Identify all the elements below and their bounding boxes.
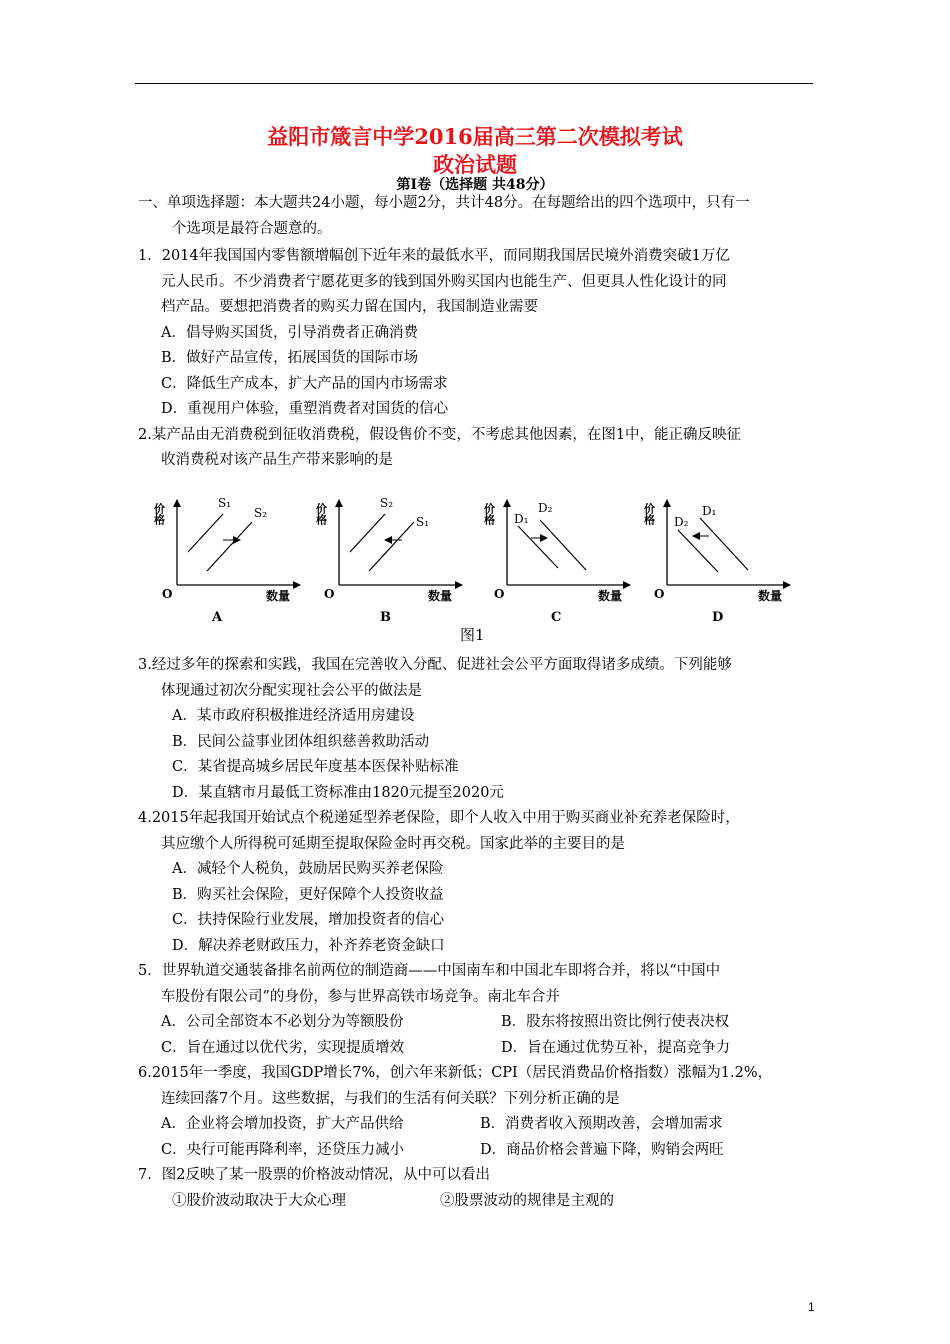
- curve-right-label: D₂: [538, 501, 553, 515]
- question-1-option-a: A．倡导购买国货，引导消费者正确消费: [161, 325, 418, 341]
- curve-left: [188, 514, 223, 552]
- curve-right-label: S₂: [254, 506, 268, 520]
- question-7-option-2: ②股票波动的规律是主观的: [440, 1193, 614, 1209]
- panel-label: A: [212, 610, 223, 625]
- curve-right-label: S₁: [416, 515, 430, 529]
- curve-right: [700, 518, 748, 570]
- curve-left-label: D₂: [674, 515, 689, 529]
- question-6-option-c: C．央行可能再降利率，还贷压力减小: [161, 1142, 405, 1158]
- origin-label: O: [162, 587, 173, 601]
- curve-right: [369, 522, 414, 571]
- question-4-option-c: C．扶持保险行业发展，增加投资者的信心: [172, 912, 445, 928]
- question-5-option-d: D．旨在通过优势互补，提高竞争力: [501, 1040, 731, 1056]
- instructions-line: 一、单项选择题：本大题共24小题，每小题2分，共计48分。在每题给出的四个选项中，只有一: [138, 195, 750, 211]
- figure-panel-c: [483, 500, 631, 625]
- panel-label: D: [712, 610, 724, 625]
- exam-title: 益阳市箴言中学2016届高三第二次模拟考试: [267, 124, 683, 149]
- question-2-stem: 2.某产品由无消费税到征收消费税，假设售价不变，不考虑其他因素，在图1中，能正确反映征: [138, 427, 742, 443]
- exam-subtitle: 政治试题: [433, 152, 517, 177]
- y-axis-label: 价格: [482, 503, 496, 525]
- question-1-stem: 档产品。要想把消费者的购买力留在国内，我国制造业需要: [161, 299, 538, 315]
- x-axis-label: 数量: [428, 589, 453, 603]
- curve-right: [207, 522, 252, 571]
- instructions-line: 个选项是最符合题意的。: [172, 221, 332, 237]
- question-5-stem: 车股份有限公司”的身份，参与世界高铁市场竞争。南北车合并: [161, 989, 560, 1005]
- question-3-option-d: D．某直辖市月最低工资标准由1820元提至2020元: [172, 785, 504, 801]
- figure-panel-b: [315, 496, 463, 625]
- curve-left-label: S₁: [218, 496, 232, 510]
- y-axis-label: 价格: [642, 503, 656, 525]
- question-6-stem: 连续回落7个月。这些数据，与我们的生活有何关联？下列分析正确的是: [161, 1091, 620, 1107]
- question-5-option-b: B．股东将按照出资比例行使表决权: [501, 1014, 730, 1030]
- curve-right: [540, 520, 586, 570]
- question-6-option-a: A．企业将会增加投资，扩大产品供给: [161, 1116, 404, 1132]
- y-axis-label: 价格: [152, 503, 166, 525]
- header-rule: [135, 83, 813, 84]
- curve-left: [350, 514, 385, 552]
- question-1-option-b: B．做好产品宣传，拓展国货的国际市场: [161, 350, 419, 366]
- question-5-option-c: C．旨在通过以优代劣，实现提质增效: [161, 1040, 405, 1056]
- figure-caption: 图1: [460, 626, 485, 644]
- question-3-option-b: B．民间公益事业团体组织慈善救助活动: [172, 734, 430, 750]
- y-axis-label: 价格: [314, 503, 328, 525]
- x-axis-label: 数量: [266, 589, 291, 603]
- panel-label: B: [380, 610, 391, 625]
- question-1-option-d: D．重视用户体验，重塑消费者对国货的信心: [161, 401, 449, 417]
- curve-right-label: D₁: [702, 504, 717, 518]
- question-5-option-a: A．公司全部资本不必划分为等额股份: [161, 1014, 404, 1030]
- curve-left-label: D₁: [514, 512, 529, 526]
- figure-panel-a: [153, 496, 301, 625]
- x-axis-label: 数量: [758, 589, 783, 603]
- question-3-option-c: C．某省提高城乡居民年度基本医保补贴标准: [172, 759, 459, 775]
- x-axis-label: 数量: [598, 589, 623, 603]
- question-4-option-b: B．购买社会保险，更好保障个人投资收益: [172, 887, 444, 903]
- page-number: 1: [808, 1300, 815, 1314]
- question-6-option-b: B．消费者收入预期改善，会增加需求: [480, 1116, 723, 1132]
- question-1-stem: 元人民币。不少消费者宁愿花更多的钱到国外购买国内也能生产、但更具人性化设计的同: [161, 274, 727, 290]
- question-4-stem: 其应缴个人所得税可延期至提取保险金时再交税。国家此举的主要目的是: [161, 836, 625, 852]
- question-7-stem: 7．图2反映了某一股票的价格波动情况，从中可以看出: [138, 1167, 490, 1183]
- question-5-stem: 5．世界轨道交通装备排名前两位的制造商——中国南车和中国北车即将合并，将以“中国中: [138, 963, 721, 979]
- figure-panel-d: [643, 500, 791, 625]
- question-6-stem: 6.2015年一季度，我国GDP增长7%，创六年来新低；CPI（居民消费品价格指数）涨幅为1.2%，: [138, 1065, 773, 1081]
- origin-label: O: [654, 587, 665, 601]
- question-6-option-d: D．商品价格会普遍下降，购销会两旺: [480, 1142, 724, 1158]
- question-3-option-a: A．某市政府积极推进经济适用房建设: [172, 708, 415, 724]
- curve-left-label: S₂: [380, 496, 394, 510]
- question-4-option-a: A．减轻个人税负，鼓励居民购买养老保险: [172, 861, 444, 877]
- question-1-option-c: C．降低生产成本，扩大产品的国内市场需求: [161, 376, 448, 392]
- panel-label: C: [551, 610, 562, 625]
- question-4-stem: 4.2015年起我国开始试点个税递延型养老保险，即个人收入中用于购买商业补充养老保险时，: [138, 810, 740, 826]
- question-4-option-d: D．解决养老财政压力，补齐养老资金缺口: [172, 938, 445, 954]
- question-1-stem: 1．2014年我国国内零售额增幅创下近年来的最低水平，而同期我国居民境外消费突破1万亿: [138, 248, 730, 264]
- origin-label: O: [494, 587, 505, 601]
- question-2-stem: 收消费税对该产品生产带来影响的是: [161, 452, 393, 468]
- figure-1: [150, 490, 810, 630]
- origin-label: O: [324, 587, 335, 601]
- section-heading: 第Ⅰ卷（选择题 共48分）: [396, 177, 554, 193]
- question-3-stem: 体现通过初次分配实现社会公平的做法是: [161, 683, 422, 699]
- question-3-stem: 3.经过多年的探索和实践，我国在完善收入分配、促进社会公平方面取得诸多成绩。下列能够: [138, 657, 732, 673]
- question-7-option-1: ①股价波动取决于大众心理: [172, 1193, 346, 1209]
